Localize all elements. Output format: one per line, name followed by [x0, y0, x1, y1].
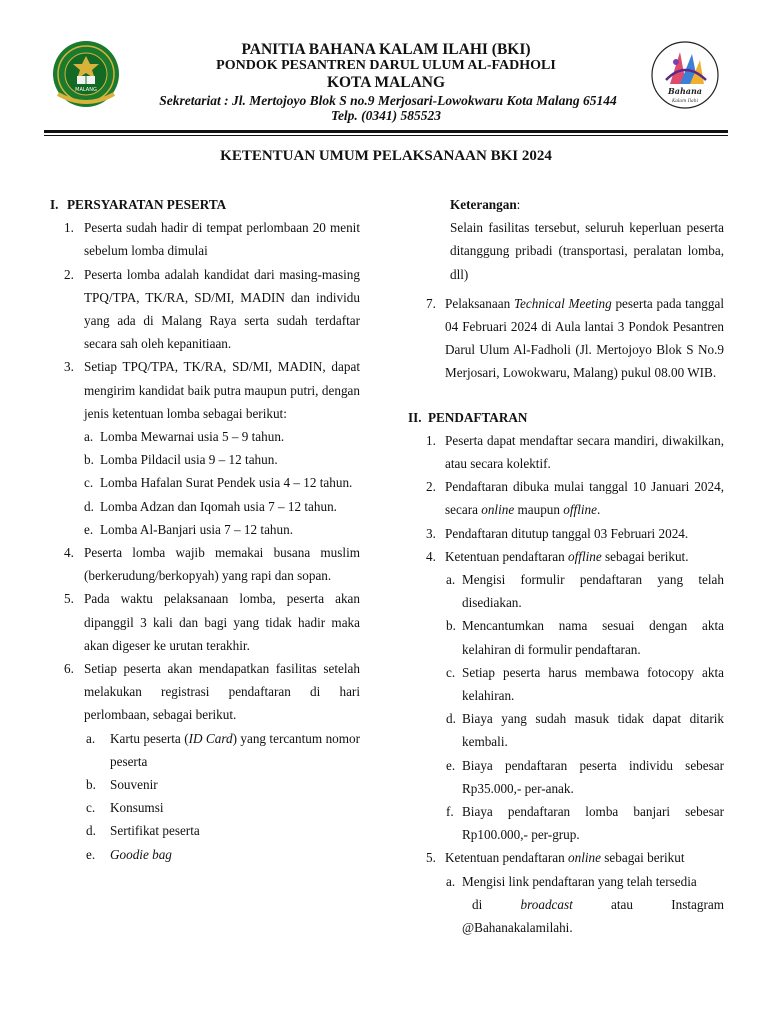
section-heading-persyaratan: I. PERSYARATAN PESERTA — [50, 197, 227, 212]
right-column — [408, 193, 724, 939]
svg-text:Bahana: Bahana — [668, 86, 702, 96]
header-divider-thick — [44, 130, 728, 133]
keterangan-text: Selain fasilitas tersebut, seluruh keperluan peserta ditanggung pribadi (transportasi, peralatan lomba, dll) — [450, 220, 724, 282]
facility-item-konsumsi: c. Konsumsi — [86, 800, 164, 816]
list-item: 5. Ketentuan pendaftaran online sebagai berikut — [426, 850, 685, 866]
document-title: KETENTUAN UMUM PELAKSANAAN BKI 2024 — [220, 148, 552, 164]
sub-list-item: c. Lomba Hafalan Surat Pendek usia 4 – 12 tahun. — [84, 475, 353, 491]
list-item: 1. Peserta dapat mendaftar secara mandiri, diwakilkan, atau secara kolektif. — [426, 432, 724, 472]
left-column — [50, 193, 360, 866]
sub-list-item: e. Lomba Al-Banjari usia 7 – 12 tahun. — [84, 521, 294, 537]
list-item-technical-meeting: 7. Pelaksanaan Technical Meeting peserta pada tanggal 04 Februari 2024 di Aula lantai 3 Pondok Pesantren Darul Ulum Al-Fadholi (Jl. Mertojoyo Blok S No.9 Merjosari, Lowokwaru, Malang) pukul 08.00 WIB. — [426, 295, 724, 381]
sub-list-item: d. Lomba Adzan dan Iqomah usia 7 – 12 tahun. — [84, 498, 337, 514]
sub-list-item: a. Lomba Mewarnai usia 5 – 9 tahun. — [84, 429, 285, 445]
list-item: 4. Ketentuan pendaftaran offline sebagai berikut. — [426, 548, 689, 564]
list-item: 6. Setiap peserta akan mendapatkan fasilitas setelah melakukan registrasi pendaftaran di hari perlombaan, sebagai berikut. — [64, 661, 360, 723]
keterangan-label: Keterangan: — [450, 197, 521, 212]
sub-list-item: a. Mengisi formulir pendaftaran yang telah disediakan. — [446, 572, 724, 611]
list-item: 5. Pada waktu pelaksanaan lomba, peserta akan dipanggil 3 kali dan bagi yang tidak hadir maka akan digeser ke urutan terakhir. — [64, 591, 360, 653]
sub-list-item: b. Mencantumkan nama sesuai dengan akta kelahiran di formulir pendaftaran. — [446, 618, 724, 657]
list-item: 2. Peserta lomba adalah kandidat dari masing-masing TPQ/TPA, TK/RA, SD/MI, MADIN dan individu yang ada di Malang Raya serta sudah terdaftar secara sah oleh kepanitiaan. — [64, 266, 360, 352]
sub-list-item: b. Lomba Pildacil usia 9 – 12 tahun. — [84, 452, 278, 468]
sub-list-item: f. Biaya pendaftaran lomba banjari sebesar Rp100.000,- per-grup. — [446, 804, 724, 843]
facility-item-goodie-bag: e. Goodie bag — [86, 846, 172, 862]
facility-item-sertifikat: d. Sertifikat peserta — [86, 823, 200, 839]
facility-item-id-card: a. Kartu peserta (ID Card) yang tercantum nomor peserta — [86, 730, 360, 769]
svg-text:MALANG: MALANG — [75, 87, 97, 93]
section-heading-pendaftaran: II. PENDAFTARAN — [408, 409, 528, 425]
header-committee: PANITIA BAHANA KALAM ILAHI (BKI) — [241, 41, 531, 58]
list-item: 3. Pendaftaran ditutup tanggal 03 Februari 2024. — [426, 525, 689, 541]
header-divider-thin — [44, 135, 728, 136]
facility-item-souvenir: b. Souvenir — [86, 777, 158, 793]
list-item: 3. Setiap TPQ/TPA, TK/RA, SD/MI, MADIN, dapat mengirim kandidat baik putra maupun putri, dengan jenis ketentuan lomba sebagai berikut: — [64, 359, 360, 421]
header-pesantren: PONDOK PESANTREN DARUL ULUM AL-FADHOLI — [216, 58, 556, 73]
list-item: 1. Peserta sudah hadir di tempat perlombaan 20 menit sebelum lomba dimulai — [64, 220, 360, 259]
sub-list-item: e. Biaya pendaftaran peserta individu sebesar Rp35.000,- per-anak. — [446, 757, 724, 796]
header-address: Sekretariat : Jl. Mertojoyo Blok S no.9 Merjosari-Lowokwaru Kota Malang 65144 — [159, 93, 617, 108]
sub-list-item: c. Setiap peserta harus membawa fotocopy akta kelahiran. — [446, 664, 724, 704]
list-item: 4. Peserta lomba wajib memakai busana muslim (berkerudung/berkopyah) yang rapi dan sopan. — [64, 545, 360, 584]
sub-list-item: d. Biaya yang sudah masuk tidak dapat ditarik kembali. — [446, 711, 724, 750]
header-city: KOTA MALANG — [326, 74, 446, 91]
sub-list-item-online: a. Mengisi link pendaftaran yang telah tersedia di broadcast atau Instagram @Bahanakalamilahi. — [446, 873, 724, 936]
list-item: 2. Pendaftaran dibuka mulai tanggal 10 Januari 2024, secara online maupun offline. — [426, 479, 724, 518]
header-phone: Telp. (0341) 585523 — [330, 108, 442, 123]
svg-text:Kalam Ilahi: Kalam Ilahi — [671, 99, 699, 104]
